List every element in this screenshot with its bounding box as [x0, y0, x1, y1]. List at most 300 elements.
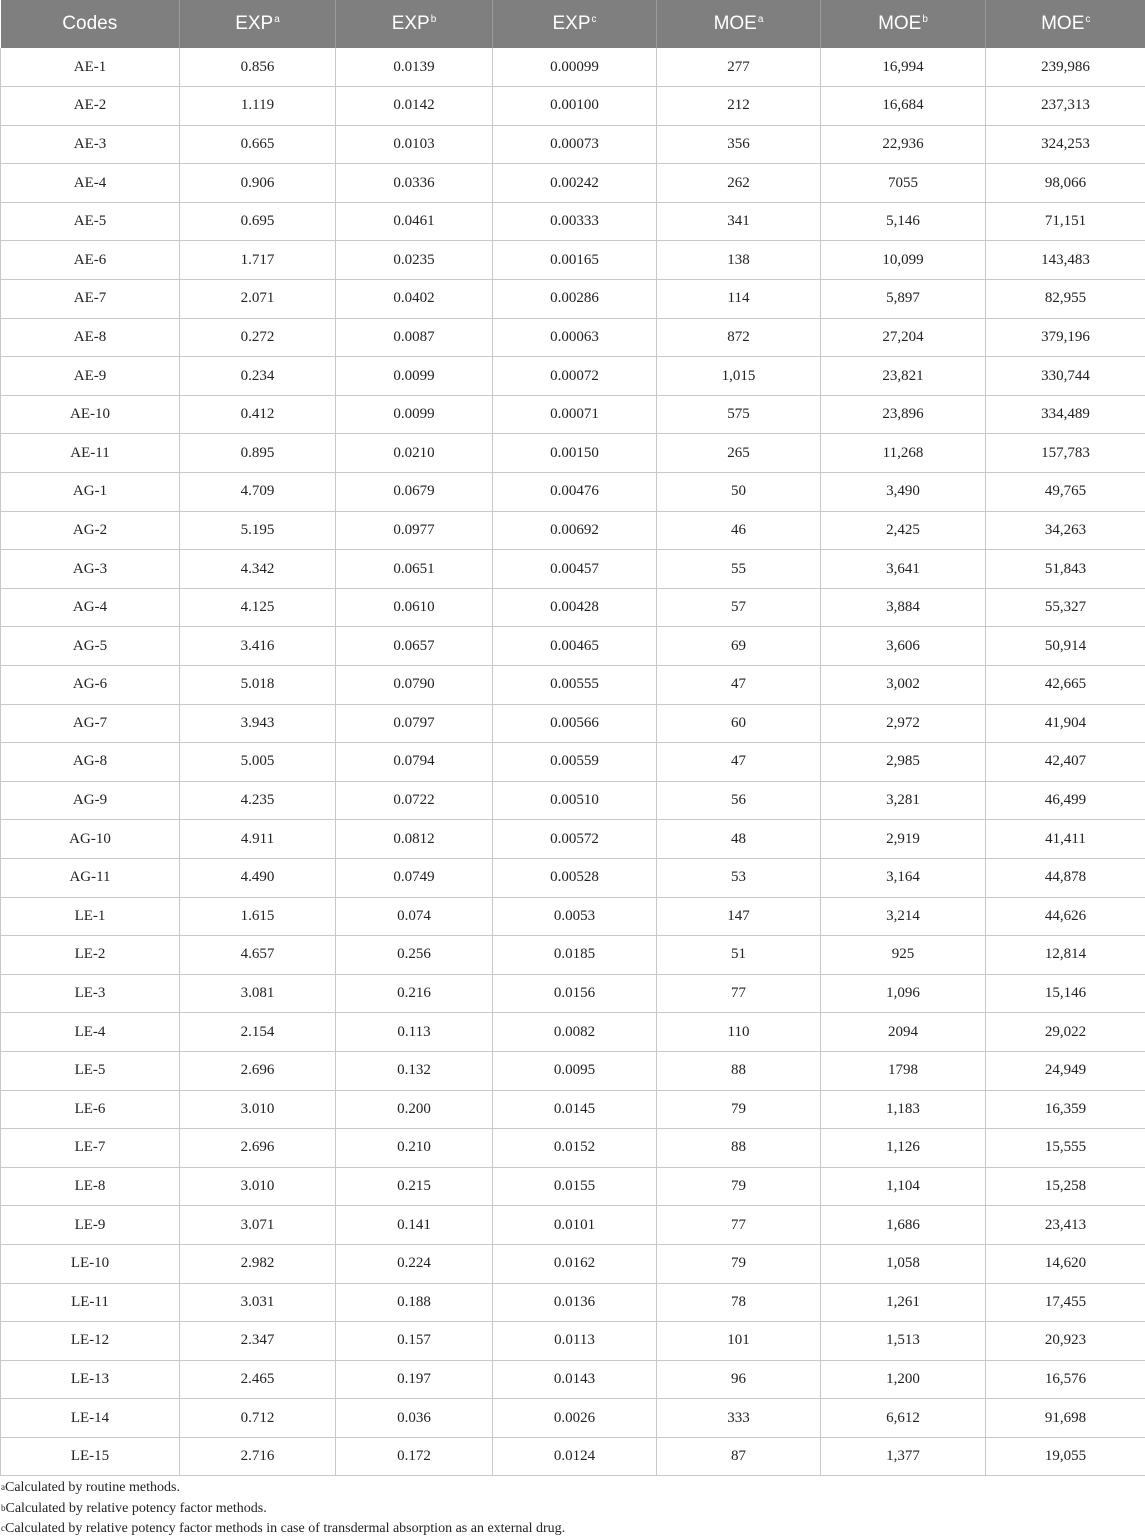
footnote [1, 1499, 1141, 1520]
value-cell: 4.342 [180, 550, 336, 589]
value-cell: 0.157 [336, 1322, 493, 1361]
value-cell: 147 [657, 897, 821, 936]
value-cell: 0.0095 [493, 1051, 657, 1090]
value-cell: 0.0185 [493, 936, 657, 975]
column-header-label: EXP [392, 13, 430, 34]
value-cell: 19,055 [986, 1437, 1145, 1476]
code-cell: AG-11 [1, 858, 180, 897]
column-header-footnote-mark: b [431, 14, 437, 25]
column-header-footnote-mark: a [758, 14, 764, 25]
code-cell: AE-6 [1, 241, 180, 280]
table-row [1, 666, 1145, 705]
footnote-mark: c [1, 1523, 5, 1533]
value-cell: 0.00165 [493, 241, 657, 280]
value-cell: 0.0794 [336, 743, 493, 782]
column-header-footnote-mark: b [922, 14, 928, 25]
column-header-label: MOE [1041, 13, 1084, 34]
value-cell: 50 [657, 473, 821, 512]
value-cell: 3.943 [180, 704, 336, 743]
code-cell: LE-13 [1, 1360, 180, 1399]
value-cell: 0.0099 [336, 357, 493, 396]
value-cell: 1,126 [821, 1129, 986, 1168]
code-cell: AE-4 [1, 164, 180, 203]
value-cell: 69 [657, 627, 821, 666]
value-cell: 0.0139 [336, 48, 493, 87]
value-cell: 110 [657, 1013, 821, 1052]
value-cell: 0.0099 [336, 395, 493, 434]
value-cell: 34,263 [986, 511, 1145, 550]
footnote-text: Calculated by relative potency factor methods in case of transdermal absorption as an external drug. [5, 1521, 565, 1536]
value-cell: 0.224 [336, 1244, 493, 1283]
value-cell: 101 [657, 1322, 821, 1361]
value-cell: 1,686 [821, 1206, 986, 1245]
value-cell: 0.00099 [493, 48, 657, 87]
value-cell: 334,489 [986, 395, 1145, 434]
value-cell: 10,099 [821, 241, 986, 280]
value-cell: 0.0155 [493, 1167, 657, 1206]
value-cell: 0.0336 [336, 164, 493, 203]
value-cell: 0.216 [336, 974, 493, 1013]
value-cell: 0.172 [336, 1437, 493, 1476]
table-body [1, 48, 1145, 1476]
column-header [336, 0, 493, 48]
table-row [1, 1167, 1145, 1206]
code-cell: AG-9 [1, 781, 180, 820]
value-cell: 1,015 [657, 357, 821, 396]
value-cell: 4.125 [180, 588, 336, 627]
code-cell: AG-3 [1, 550, 180, 589]
value-cell: 23,896 [821, 395, 986, 434]
value-cell: 0.0142 [336, 87, 493, 126]
value-cell: 0.00566 [493, 704, 657, 743]
value-cell: 925 [821, 936, 986, 975]
value-cell: 5.195 [180, 511, 336, 550]
value-cell: 0.0143 [493, 1360, 657, 1399]
value-cell: 4.235 [180, 781, 336, 820]
value-cell: 0.0657 [336, 627, 493, 666]
value-cell: 2.696 [180, 1129, 336, 1168]
column-header [986, 0, 1145, 48]
value-cell: 15,555 [986, 1129, 1145, 1168]
value-cell: 1.615 [180, 897, 336, 936]
value-cell: 0.0082 [493, 1013, 657, 1052]
table-row [1, 897, 1145, 936]
table-row [1, 1206, 1145, 1245]
value-cell: 23,821 [821, 357, 986, 396]
code-cell: AE-8 [1, 318, 180, 357]
value-cell: 0.234 [180, 357, 336, 396]
value-cell: 41,904 [986, 704, 1145, 743]
table-row [1, 280, 1145, 319]
value-cell: 0.895 [180, 434, 336, 473]
value-cell: 0.0087 [336, 318, 493, 357]
value-cell: 143,483 [986, 241, 1145, 280]
value-cell: 0.665 [180, 125, 336, 164]
code-cell: LE-2 [1, 936, 180, 975]
value-cell: 11,268 [821, 434, 986, 473]
value-cell: 16,359 [986, 1090, 1145, 1129]
value-cell: 46 [657, 511, 821, 550]
value-cell: 16,576 [986, 1360, 1145, 1399]
table-row [1, 202, 1145, 241]
code-cell: AG-8 [1, 743, 180, 782]
table-row [1, 241, 1145, 280]
value-cell: 356 [657, 125, 821, 164]
value-cell: 0.00428 [493, 588, 657, 627]
table-row [1, 473, 1145, 512]
value-cell: 0.00572 [493, 820, 657, 859]
value-cell: 0.00457 [493, 550, 657, 589]
table-row [1, 511, 1145, 550]
value-cell: 0.906 [180, 164, 336, 203]
value-cell: 55 [657, 550, 821, 589]
footnote-mark: b [1, 1503, 6, 1513]
value-cell: 79 [657, 1244, 821, 1283]
value-cell: 51 [657, 936, 821, 975]
value-cell: 42,665 [986, 666, 1145, 705]
value-cell: 0.0053 [493, 897, 657, 936]
table-row [1, 858, 1145, 897]
table-row [1, 1090, 1145, 1129]
value-cell: 0.197 [336, 1360, 493, 1399]
value-cell: 3.081 [180, 974, 336, 1013]
value-cell: 0.00286 [493, 280, 657, 319]
value-cell: 2094 [821, 1013, 986, 1052]
value-cell: 0.00072 [493, 357, 657, 396]
value-cell: 0.00071 [493, 395, 657, 434]
code-cell: LE-6 [1, 1090, 180, 1129]
value-cell: 0.00465 [493, 627, 657, 666]
value-cell: 0.00559 [493, 743, 657, 782]
value-cell: 4.490 [180, 858, 336, 897]
value-cell: 2,985 [821, 743, 986, 782]
value-cell: 575 [657, 395, 821, 434]
value-cell: 44,626 [986, 897, 1145, 936]
value-cell: 15,146 [986, 974, 1145, 1013]
value-cell: 0.00063 [493, 318, 657, 357]
value-cell: 157,783 [986, 434, 1145, 473]
value-cell: 0.0145 [493, 1090, 657, 1129]
value-cell: 0.0113 [493, 1322, 657, 1361]
value-cell: 60 [657, 704, 821, 743]
value-cell: 27,204 [821, 318, 986, 357]
value-cell: 22,936 [821, 125, 986, 164]
value-cell: 0.0651 [336, 550, 493, 589]
value-cell: 3.071 [180, 1206, 336, 1245]
code-cell: AG-10 [1, 820, 180, 859]
value-cell: 3,214 [821, 897, 986, 936]
value-cell: 0.215 [336, 1167, 493, 1206]
table-row [1, 1399, 1145, 1438]
value-cell: 138 [657, 241, 821, 280]
code-cell: LE-9 [1, 1206, 180, 1245]
table-row [1, 781, 1145, 820]
column-header-label: MOE [878, 13, 921, 34]
value-cell: 0.00692 [493, 511, 657, 550]
value-cell: 0.0124 [493, 1437, 657, 1476]
value-cell: 3.031 [180, 1283, 336, 1322]
value-cell: 79 [657, 1090, 821, 1129]
column-header-label: EXP [235, 13, 273, 34]
value-cell: 0.0235 [336, 241, 493, 280]
value-cell: 3,490 [821, 473, 986, 512]
column-header [180, 0, 336, 48]
value-cell: 0.0749 [336, 858, 493, 897]
value-cell: 2.154 [180, 1013, 336, 1052]
value-cell: 2.071 [180, 280, 336, 319]
value-cell: 47 [657, 666, 821, 705]
value-cell: 5,897 [821, 280, 986, 319]
column-header-footnote-mark: c [592, 14, 597, 25]
table-row [1, 1244, 1145, 1283]
table-row [1, 434, 1145, 473]
value-cell: 1,513 [821, 1322, 986, 1361]
value-cell: 78 [657, 1283, 821, 1322]
value-cell: 88 [657, 1051, 821, 1090]
value-cell: 330,744 [986, 357, 1145, 396]
value-cell: 1,104 [821, 1167, 986, 1206]
code-cell: AG-6 [1, 666, 180, 705]
value-cell: 0.695 [180, 202, 336, 241]
table-row [1, 704, 1145, 743]
table-row [1, 1437, 1145, 1476]
column-header [1, 0, 180, 48]
value-cell: 0.0797 [336, 704, 493, 743]
value-cell: 23,413 [986, 1206, 1145, 1245]
value-cell: 3,606 [821, 627, 986, 666]
value-cell: 0.0461 [336, 202, 493, 241]
value-cell: 0.0790 [336, 666, 493, 705]
code-cell: AG-7 [1, 704, 180, 743]
value-cell: 2.347 [180, 1322, 336, 1361]
value-cell: 262 [657, 164, 821, 203]
value-cell: 0.141 [336, 1206, 493, 1245]
value-cell: 5.005 [180, 743, 336, 782]
value-cell: 98,066 [986, 164, 1145, 203]
value-cell: 3.010 [180, 1090, 336, 1129]
value-cell: 0.188 [336, 1283, 493, 1322]
table-row [1, 395, 1145, 434]
value-cell: 41,411 [986, 820, 1145, 859]
value-cell: 333 [657, 1399, 821, 1438]
value-cell: 2.696 [180, 1051, 336, 1090]
code-cell: AG-2 [1, 511, 180, 550]
footnotes [1, 1478, 1141, 1540]
value-cell: 49,765 [986, 473, 1145, 512]
value-cell: 71,151 [986, 202, 1145, 241]
table-row [1, 48, 1145, 87]
value-cell: 212 [657, 87, 821, 126]
value-cell: 3,884 [821, 588, 986, 627]
value-cell: 324,253 [986, 125, 1145, 164]
value-cell: 20,923 [986, 1322, 1145, 1361]
value-cell: 16,994 [821, 48, 986, 87]
code-cell: AE-3 [1, 125, 180, 164]
value-cell: 50,914 [986, 627, 1145, 666]
code-cell: AE-11 [1, 434, 180, 473]
table-row [1, 164, 1145, 203]
column-header-label: MOE [714, 13, 757, 34]
value-cell: 2,919 [821, 820, 986, 859]
footnote-text: Calculated by relative potency factor methods. [6, 1501, 267, 1516]
value-cell: 0.0722 [336, 781, 493, 820]
value-cell: 0.074 [336, 897, 493, 936]
value-cell: 1,096 [821, 974, 986, 1013]
value-cell: 12,814 [986, 936, 1145, 975]
value-cell: 1.119 [180, 87, 336, 126]
value-cell: 2.716 [180, 1437, 336, 1476]
value-cell: 96 [657, 1360, 821, 1399]
code-cell: LE-5 [1, 1051, 180, 1090]
code-cell: AG-1 [1, 473, 180, 512]
value-cell: 44,878 [986, 858, 1145, 897]
column-header-label: EXP [552, 13, 590, 34]
code-cell: AE-5 [1, 202, 180, 241]
table-row [1, 1322, 1145, 1361]
table-row [1, 936, 1145, 975]
value-cell: 47 [657, 743, 821, 782]
code-cell: LE-7 [1, 1129, 180, 1168]
value-cell: 0.00555 [493, 666, 657, 705]
footnote [1, 1519, 1141, 1540]
value-cell: 14,620 [986, 1244, 1145, 1283]
value-cell: 0.272 [180, 318, 336, 357]
value-cell: 77 [657, 974, 821, 1013]
value-cell: 53 [657, 858, 821, 897]
value-cell: 237,313 [986, 87, 1145, 126]
value-cell: 1,183 [821, 1090, 986, 1129]
value-cell: 0.00476 [493, 473, 657, 512]
value-cell: 0.210 [336, 1129, 493, 1168]
code-cell: LE-1 [1, 897, 180, 936]
value-cell: 42,407 [986, 743, 1145, 782]
value-cell: 29,022 [986, 1013, 1145, 1052]
table-row [1, 1360, 1145, 1399]
table-row [1, 820, 1145, 859]
column-header [493, 0, 657, 48]
value-cell: 5.018 [180, 666, 336, 705]
code-cell: AE-2 [1, 87, 180, 126]
code-cell: LE-10 [1, 1244, 180, 1283]
value-cell: 0.00528 [493, 858, 657, 897]
value-cell: 87 [657, 1437, 821, 1476]
code-cell: LE-14 [1, 1399, 180, 1438]
table-row [1, 588, 1145, 627]
table-row [1, 1051, 1145, 1090]
value-cell: 0.00333 [493, 202, 657, 241]
value-cell: 0.0812 [336, 820, 493, 859]
value-cell: 79 [657, 1167, 821, 1206]
value-cell: 0.0679 [336, 473, 493, 512]
value-cell: 0.856 [180, 48, 336, 87]
value-cell: 57 [657, 588, 821, 627]
value-cell: 55,327 [986, 588, 1145, 627]
code-cell: LE-3 [1, 974, 180, 1013]
value-cell: 0.0210 [336, 434, 493, 473]
value-cell: 17,455 [986, 1283, 1145, 1322]
code-cell: LE-4 [1, 1013, 180, 1052]
value-cell: 3.010 [180, 1167, 336, 1206]
code-cell: LE-15 [1, 1437, 180, 1476]
table-row [1, 550, 1145, 589]
code-cell: LE-12 [1, 1322, 180, 1361]
value-cell: 46,499 [986, 781, 1145, 820]
value-cell: 0.0156 [493, 974, 657, 1013]
value-cell: 0.113 [336, 1013, 493, 1052]
header-row [1, 0, 1145, 48]
table-row [1, 125, 1145, 164]
value-cell: 0.00100 [493, 87, 657, 126]
table-row [1, 87, 1145, 126]
value-cell: 1.717 [180, 241, 336, 280]
value-cell: 0.00073 [493, 125, 657, 164]
value-cell: 3,002 [821, 666, 986, 705]
value-cell: 88 [657, 1129, 821, 1168]
column-header-footnote-mark: c [1085, 14, 1090, 25]
value-cell: 0.0136 [493, 1283, 657, 1322]
value-cell: 7055 [821, 164, 986, 203]
value-cell: 5,146 [821, 202, 986, 241]
value-cell: 2.465 [180, 1360, 336, 1399]
table-row [1, 974, 1145, 1013]
value-cell: 3,281 [821, 781, 986, 820]
value-cell: 0.0977 [336, 511, 493, 550]
value-cell: 1,058 [821, 1244, 986, 1283]
table-header [1, 0, 1145, 48]
code-cell: AG-4 [1, 588, 180, 627]
value-cell: 4.911 [180, 820, 336, 859]
value-cell: 0.00150 [493, 434, 657, 473]
value-cell: 51,843 [986, 550, 1145, 589]
value-cell: 24,949 [986, 1051, 1145, 1090]
value-cell: 0.256 [336, 936, 493, 975]
value-cell: 1,261 [821, 1283, 986, 1322]
value-cell: 4.657 [180, 936, 336, 975]
value-cell: 0.0402 [336, 280, 493, 319]
value-cell: 0.0103 [336, 125, 493, 164]
column-header-footnote-mark: a [274, 14, 280, 25]
table-row [1, 627, 1145, 666]
value-cell: 0.0610 [336, 588, 493, 627]
code-cell: AE-9 [1, 357, 180, 396]
code-cell: AE-10 [1, 395, 180, 434]
value-cell: 239,986 [986, 48, 1145, 87]
value-cell: 0.00242 [493, 164, 657, 203]
value-cell: 48 [657, 820, 821, 859]
value-cell: 2,972 [821, 704, 986, 743]
table-row [1, 318, 1145, 357]
footnote [1, 1478, 1141, 1499]
value-cell: 1798 [821, 1051, 986, 1090]
column-header [821, 0, 986, 48]
code-cell: LE-8 [1, 1167, 180, 1206]
value-cell: 77 [657, 1206, 821, 1245]
value-cell: 0.0101 [493, 1206, 657, 1245]
value-cell: 16,684 [821, 87, 986, 126]
table-row [1, 357, 1145, 396]
value-cell: 91,698 [986, 1399, 1145, 1438]
value-cell: 0.200 [336, 1090, 493, 1129]
value-cell: 265 [657, 434, 821, 473]
value-cell: 56 [657, 781, 821, 820]
table-row [1, 1013, 1145, 1052]
value-cell: 0.00510 [493, 781, 657, 820]
code-cell: AE-7 [1, 280, 180, 319]
value-cell: 0.412 [180, 395, 336, 434]
value-cell: 872 [657, 318, 821, 357]
value-cell: 1,377 [821, 1437, 986, 1476]
table-row [1, 1283, 1145, 1322]
